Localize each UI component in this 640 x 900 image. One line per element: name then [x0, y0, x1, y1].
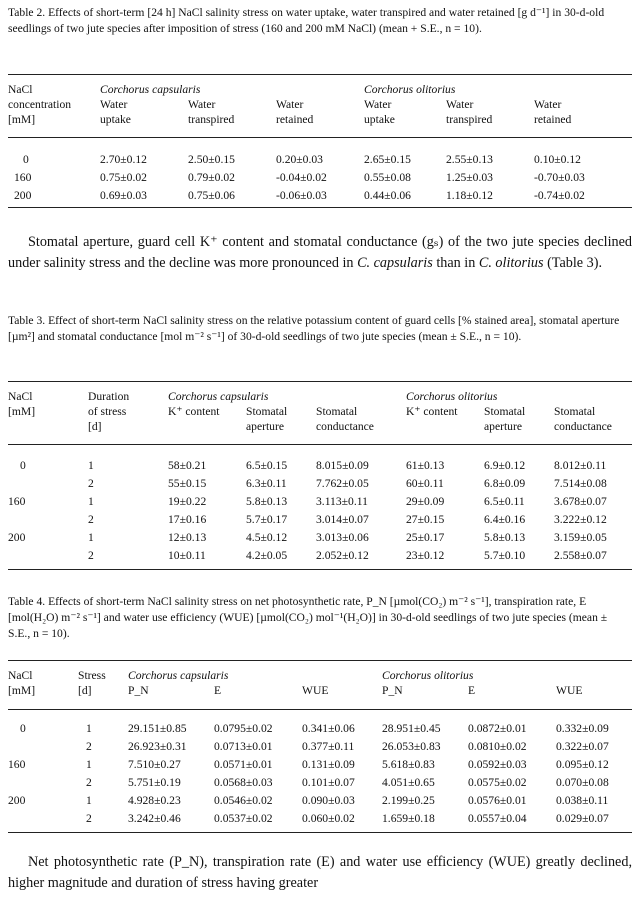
table2-sub-retained-1b: retained: [276, 113, 314, 126]
table3-cell: 8.015±0.09: [316, 459, 369, 472]
table3-cell: 25±0.17: [406, 531, 445, 544]
table2-cell: 0.10±0.12: [534, 153, 581, 166]
table3-cell: 0: [20, 459, 26, 472]
table4-head-mm: [mM]: [8, 684, 36, 697]
table2-sub-retained-2a: Water: [534, 98, 562, 111]
table4-cell: 0.095±0.12: [556, 758, 609, 771]
table3-cell: 5.7±0.10: [484, 549, 526, 562]
para1-species-1: C. capsularis: [357, 255, 433, 271]
table4-sub-e-2: E: [468, 684, 476, 697]
table3-head-of-stress: of stress: [88, 405, 127, 418]
table3-cell: 6.3±0.11: [246, 477, 287, 490]
table3-cell: 27±0.15: [406, 513, 445, 526]
table3-cell: 3.113±0.11: [316, 495, 368, 508]
table2-head-concentration: concentration: [8, 98, 72, 111]
table3-cell: 12±0.13: [168, 531, 207, 544]
table3-cell: 2.558±0.07: [554, 549, 607, 562]
table3-cell: 29±0.09: [406, 495, 445, 508]
table3-header-rule: [8, 444, 632, 445]
para1-text-c: (Table 3).: [543, 255, 603, 271]
table4-cell: 0.332±0.09: [556, 722, 609, 735]
table4-cell: 0: [20, 722, 26, 735]
table3-cell: 6.8±0.09: [484, 477, 526, 490]
table3-cell: 3.014±0.07: [316, 513, 369, 526]
table4-species-olitorius: Corchorus olitorius: [382, 669, 474, 682]
table2-sub-transpired-1b: transpired: [188, 113, 235, 126]
table3-cell: 6.5±0.15: [246, 459, 288, 472]
table4-cell: 1.659±0.18: [382, 812, 435, 825]
table4-cell: 2: [86, 812, 92, 825]
table4-cell: 1: [86, 722, 92, 735]
table4-bottom-rule: [8, 832, 632, 833]
table3-head-d: [d]: [88, 420, 102, 433]
table3-cell: 5.7±0.17: [246, 513, 288, 526]
table3-cell: 1: [88, 495, 94, 508]
table3-cell: 4.5±0.12: [246, 531, 288, 544]
table2-cell: 2.65±0.15: [364, 153, 411, 166]
table3-sub-conductance-1a: Stomatal: [316, 405, 358, 418]
table2-cell: 2.70±0.12: [100, 153, 147, 166]
table3-sub-k-2: K⁺ content: [406, 405, 458, 418]
table3-cell: 2: [88, 513, 94, 526]
table4-cell: 0.0872±0.01: [468, 722, 527, 735]
table4-head-nacl: NaCl: [8, 669, 33, 682]
table3-cell: 6.5±0.11: [484, 495, 525, 508]
table3-top-rule: [8, 381, 632, 382]
table4-cell: 2: [86, 740, 92, 753]
body-paragraph-2: Net photosynthetic rate (P_N), transpiration rate (E) and water use efficiency (WUE) greatly declined, higher magnitude and duration of stress having greater: [8, 854, 632, 891]
table4-cell: 0.0546±0.02: [214, 794, 273, 807]
table2-cell: -0.74±0.02: [534, 189, 585, 202]
table3-sub-conductance-1b: conductance: [316, 420, 374, 433]
table4-cell: 26.053±0.83: [382, 740, 441, 753]
table4-cell: 5.618±0.83: [382, 758, 435, 771]
table4-cell: 1: [86, 794, 92, 807]
table4-top-rule: [8, 660, 632, 661]
para1-text-a: Stomatal aperture, guard cell K⁺ content and stomatal conductance (gₛ) of the two jute species declined under salinity stress and the decline was more pronounced in: [8, 234, 632, 271]
table2-head-mm: [mM]: [8, 113, 36, 126]
table2-bottom-rule: [8, 207, 632, 208]
table4-cell: 0.0571±0.01: [214, 758, 273, 771]
table2-cell: 0.20±0.03: [276, 153, 323, 166]
table4-cell: 1: [86, 758, 92, 771]
table3-cell: 6.4±0.16: [484, 513, 526, 526]
para1-species-2: C. olitorius: [478, 255, 544, 271]
table3-cell: 1: [88, 531, 94, 544]
table2-cell: 0: [23, 153, 29, 166]
table2-cell: -0.04±0.02: [276, 171, 327, 184]
table2-cell: -0.06±0.03: [276, 189, 327, 202]
table3-cell: 160: [8, 495, 26, 508]
table4-head-stress: Stress: [78, 669, 106, 682]
table4-cell: 0.0557±0.04: [468, 812, 527, 825]
table3-head-duration: Duration: [88, 390, 130, 403]
table4-cell: 3.242±0.46: [128, 812, 181, 825]
table2-cell: 160: [14, 171, 32, 184]
table4-cell: 2.199±0.25: [382, 794, 435, 807]
table4-cell: 0.0795±0.02: [214, 722, 273, 735]
table4-cell: 28.951±0.45: [382, 722, 441, 735]
table2-sub-uptake-1b: uptake: [100, 113, 131, 126]
table4-cell: 0.060±0.02: [302, 812, 355, 825]
table3-sub-aperture-2a: Stomatal: [484, 405, 526, 418]
table3-sub-conductance-2b: conductance: [554, 420, 612, 433]
table4-sub-wue-2: WUE: [556, 684, 583, 697]
table2-cell: 0.75±0.06: [188, 189, 235, 202]
table3-cell: 2: [88, 549, 94, 562]
table2-sub-transpired-1a: Water: [188, 98, 216, 111]
table3-cell: 61±0.13: [406, 459, 445, 472]
table4-cell: 0.0810±0.02: [468, 740, 527, 753]
table2-cell: 0.79±0.02: [188, 171, 235, 184]
table3-species-capsularis: Corchorus capsularis: [168, 390, 269, 403]
body-paragraph-1: [8, 232, 632, 274]
table4-cell: 5.751±0.19: [128, 776, 181, 789]
table2-sub-retained-1a: Water: [276, 98, 304, 111]
table2-cell: 1.18±0.12: [446, 189, 493, 202]
table3-cell: 17±0.16: [168, 513, 207, 526]
table4-sub-pn-2: P_N: [382, 684, 403, 697]
table2-sub-retained-2b: retained: [534, 113, 572, 126]
table4-cell: 0.0576±0.01: [468, 794, 527, 807]
table3-head-mm: [mM]: [8, 405, 36, 418]
table3-cell: 4.2±0.05: [246, 549, 288, 562]
table2-cell: 2.50±0.15: [188, 153, 235, 166]
table3-cell: 2: [88, 477, 94, 490]
table3-bottom-rule: [8, 569, 632, 570]
table4-cell: 0.377±0.11: [302, 740, 355, 753]
table2-top-rule: [8, 74, 632, 75]
table4-cell: 0.322±0.07: [556, 740, 609, 753]
table4-cell: 160: [8, 758, 26, 771]
table2-species-olitorius: Corchorus olitorius: [364, 83, 456, 96]
table4-cell: 0.341±0.06: [302, 722, 355, 735]
table4-cell: 0.0537±0.02: [214, 812, 273, 825]
table3-sub-conductance-2a: Stomatal: [554, 405, 596, 418]
table2-sub-transpired-2a: Water: [446, 98, 474, 111]
table3-cell: 55±0.15: [168, 477, 207, 490]
table4-head-d: [d]: [78, 684, 92, 697]
table3-cell: 7.514±0.08: [554, 477, 607, 490]
table4-sub-e-1: E: [214, 684, 222, 697]
table4-cell: 0.090±0.03: [302, 794, 355, 807]
para1-text-b: than in: [432, 255, 479, 271]
table3-cell: 23±0.12: [406, 549, 445, 562]
table2-sub-uptake-2b: uptake: [364, 113, 395, 126]
table4-cell: 26.923±0.31: [128, 740, 187, 753]
table2-cell: 0.44±0.06: [364, 189, 411, 202]
table2-cell: 0.55±0.08: [364, 171, 411, 184]
table2-cell: 0.75±0.02: [100, 171, 147, 184]
table2-sub-transpired-2b: transpired: [446, 113, 493, 126]
table4-cell: 0.0713±0.01: [214, 740, 273, 753]
table3-cell: 3.159±0.05: [554, 531, 607, 544]
table4-cell: 0.029±0.07: [556, 812, 609, 825]
table4-cell: 2: [86, 776, 92, 789]
table4-cell: 0.101±0.07: [302, 776, 355, 789]
table3-cell: 19±0.22: [168, 495, 207, 508]
table4-cell: 0.0575±0.02: [468, 776, 527, 789]
table3-cell: 2.052±0.12: [316, 549, 369, 562]
table4-caption: Table 4. Effects of short-term NaCl salinity stress on net photosynthetic rate, P_N [µmol(CO₂) m⁻² s⁻¹], transpiration rate, E [mol(H₂O) m⁻² s⁻¹] and water use efficiency (WUE) [µmol(CO₂) mol⁻¹(H₂O)] in 30-d-old seedlings of two jute species (mean ± S.E., n = 10).: [8, 595, 608, 640]
table3-cell: 60±0.11: [406, 477, 444, 490]
table4-cell: 0.038±0.11: [556, 794, 609, 807]
table3-cell: 8.012±0.11: [554, 459, 607, 472]
table2-cell: -0.70±0.03: [534, 171, 585, 184]
table3-cell: 6.9±0.12: [484, 459, 526, 472]
table3-cell: 3.222±0.12: [554, 513, 607, 526]
table2-sub-uptake-1a: Water: [100, 98, 128, 111]
table3-cell: 58±0.21: [168, 459, 207, 472]
table4-cell: 29.151±0.85: [128, 722, 187, 735]
table3-cell: 3.013±0.06: [316, 531, 369, 544]
table2-header-rule: [8, 137, 632, 138]
table3-sub-aperture-1b: aperture: [246, 420, 284, 433]
table3-cell: 10±0.11: [168, 549, 206, 562]
table3-species-olitorius: Corchorus olitorius: [406, 390, 498, 403]
table3-head-nacl: NaCl: [8, 390, 33, 403]
table4-cell: 0.0568±0.03: [214, 776, 273, 789]
table3-sub-aperture-1a: Stomatal: [246, 405, 288, 418]
table2-cell: 1.25±0.03: [446, 171, 493, 184]
table3-cell: 3.678±0.07: [554, 495, 607, 508]
table4-sub-pn-1: P_N: [128, 684, 149, 697]
table4-cell: 0.131±0.09: [302, 758, 355, 771]
table2-cell: 200: [14, 189, 32, 202]
table3-cell: 1: [88, 459, 94, 472]
table4-sub-wue-1: WUE: [302, 684, 329, 697]
table3-cell: 200: [8, 531, 26, 544]
table4-species-capsularis: Corchorus capsularis: [128, 669, 229, 682]
table4-cell: 7.510±0.27: [128, 758, 181, 771]
table2-caption: Table 2. Effects of short-term [24 h] NaCl salinity stress on water uptake, water transpired and water retained [g d⁻¹] in 30-d-old seedlings of two jute species after imposition of stress (160 and 200 mM NaCl) (mean + S.E., n = 10).: [8, 6, 605, 35]
table4-cell: 4.051±0.65: [382, 776, 435, 789]
table3-caption: Table 3. Effect of short-term NaCl salinity stress on the relative potassium content of guard cells [% stained area], stomatal aperture [µm²] and stomatal conductance [mol m⁻² s⁻¹] of 30-d-old seedlings of two jute species (mean ± S.E., n = 10).: [8, 314, 620, 343]
table4-cell: 200: [8, 794, 26, 807]
table2-cell: 0.69±0.03: [100, 189, 147, 202]
table4-header-rule: [8, 709, 632, 710]
table2-head-nacl: NaCl: [8, 83, 33, 96]
table3-sub-aperture-2b: aperture: [484, 420, 522, 433]
table4-cell: 0.0592±0.03: [468, 758, 527, 771]
table4-cell: 4.928±0.23: [128, 794, 181, 807]
table2-sub-uptake-2a: Water: [364, 98, 392, 111]
table4-cell: 0.070±0.08: [556, 776, 609, 789]
table3-cell: 5.8±0.13: [484, 531, 526, 544]
table3-cell: 5.8±0.13: [246, 495, 288, 508]
table2-species-capsularis: Corchorus capsularis: [100, 83, 201, 96]
table3-cell: 7.762±0.05: [316, 477, 369, 490]
table2-cell: 2.55±0.13: [446, 153, 493, 166]
table3-sub-k-1: K⁺ content: [168, 405, 220, 418]
